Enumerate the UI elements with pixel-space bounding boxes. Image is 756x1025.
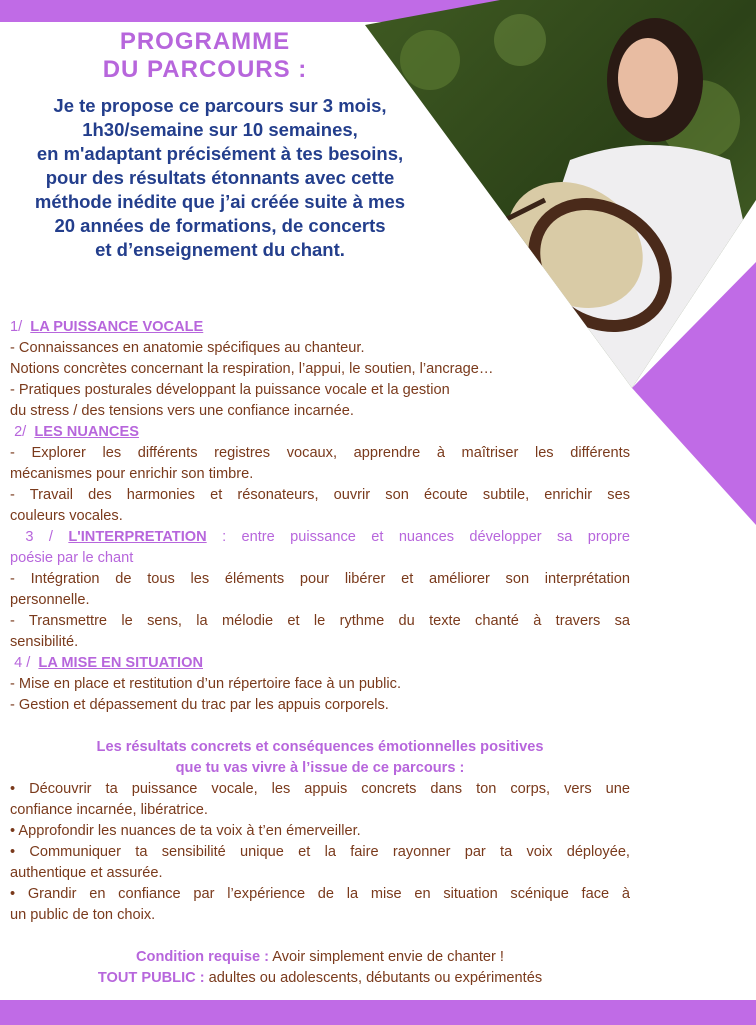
section-1-line: Notions concrètes concernant la respiration, l’appui, le soutien, l’ancrage… [10, 361, 494, 377]
section-3-line: personnelle. [10, 592, 90, 608]
intro-line: pour des résultats étonnants avec cette [45, 167, 395, 188]
title-line-1: PROGRAMME [119, 28, 291, 55]
section-number: 4 / [14, 655, 31, 671]
section-title: LA PUISSANCE VOCALE [30, 319, 204, 335]
intro-paragraph [0, 94, 440, 262]
public-label: TOUT PUBLIC : [97, 970, 205, 986]
intro-line: 1h30/semaine sur 10 semaines, [82, 119, 358, 140]
section-number: 3 / [25, 529, 53, 545]
results-title-line-1: Les résultats concrets et conséquences émotionnelles positives [96, 739, 544, 755]
title-line-2: DU PARCOURS : [102, 56, 308, 83]
results-title-line-2: que tu vas vivre à l’issue de ce parcours : [175, 760, 465, 776]
section-number: 2/ [14, 424, 27, 440]
section-1-line: - Pratiques posturales développant la puissance vocale et la gestion [10, 382, 450, 398]
condition-label: Condition requise : [136, 949, 269, 965]
section-subtitle-continued: poésie par le chant [10, 550, 134, 566]
section-4-line: - Gestion et dépassement du trac par les appuis corporels. [10, 697, 389, 713]
section-heading-3 [10, 527, 630, 548]
programme-content [10, 317, 630, 989]
section-1-line: - Connaissances en anatomie spécifiques au chanteur. [10, 340, 365, 356]
page-title [60, 28, 350, 84]
section-1-line: du stress / des tensions vers une confiance incarnée. [10, 403, 354, 419]
section-2-line: mécanismes pour enrichir son timbre. [10, 466, 254, 482]
section-number: 1/ [10, 319, 23, 335]
section-title: L'INTERPRETATION [68, 529, 207, 545]
section-heading-2 [10, 422, 630, 443]
result-item: • Approfondir les nuances de ta voix à t’en émerveiller. [10, 823, 361, 839]
section-heading-4 [10, 653, 630, 674]
section-heading-1 [10, 317, 630, 338]
section-2-line: - Explorer les différents registres vocaux, apprendre à maîtriser les différents [10, 445, 630, 461]
intro-line: en m'adaptant précisément à tes besoins, [36, 143, 404, 164]
section-title: LES NUANCES [34, 424, 139, 440]
result-item: confiance incarnée, libératrice. [10, 802, 208, 818]
intro-line: méthode inédite que j’ai créée suite à mes [34, 191, 406, 212]
intro-line: et d’enseignement du chant. [95, 239, 345, 260]
result-item: authentique et assurée. [10, 865, 163, 881]
section-3-line: sensibilité. [10, 634, 79, 650]
section-subtitle: : entre puissance et nuances développer sa propre [222, 529, 630, 545]
public-text: adultes ou adolescents, débutants ou expérimentés [208, 970, 543, 986]
result-item: • Grandir en confiance par l’expérience de la mise en situation scénique face à [10, 886, 630, 902]
public-line [10, 968, 630, 989]
section-2-line: - Travail des harmonies et résonateurs, ouvrir son écoute subtile, enrichir ses [10, 487, 630, 503]
section-title: LA MISE EN SITUATION [38, 655, 203, 671]
section-3-line: - Transmettre le sens, la mélodie et le rythme du texte chanté à travers sa [10, 613, 630, 629]
section-4-line: - Mise en place et restitution d’un répertoire face à un public. [10, 676, 402, 692]
section-2-line: couleurs vocales. [10, 508, 123, 524]
bottom-purple-bar [0, 1000, 756, 1025]
intro-line: 20 années de formations, de concerts [54, 215, 386, 236]
intro-line: Je te propose ce parcours sur 3 mois, [53, 95, 387, 116]
section-3-line: - Intégration de tous les éléments pour libérer et améliorer son interprétation [10, 571, 630, 587]
result-item: • Communiquer ta sensibilité unique et la faire rayonner par ta voix déployée, [10, 844, 630, 860]
result-item: un public de ton choix. [10, 907, 156, 923]
result-item: • Découvrir ta puissance vocale, les appuis concrets dans ton corps, vers une [10, 781, 630, 797]
condition-line [10, 947, 630, 968]
condition-text: Avoir simplement envie de chanter ! [272, 949, 504, 965]
